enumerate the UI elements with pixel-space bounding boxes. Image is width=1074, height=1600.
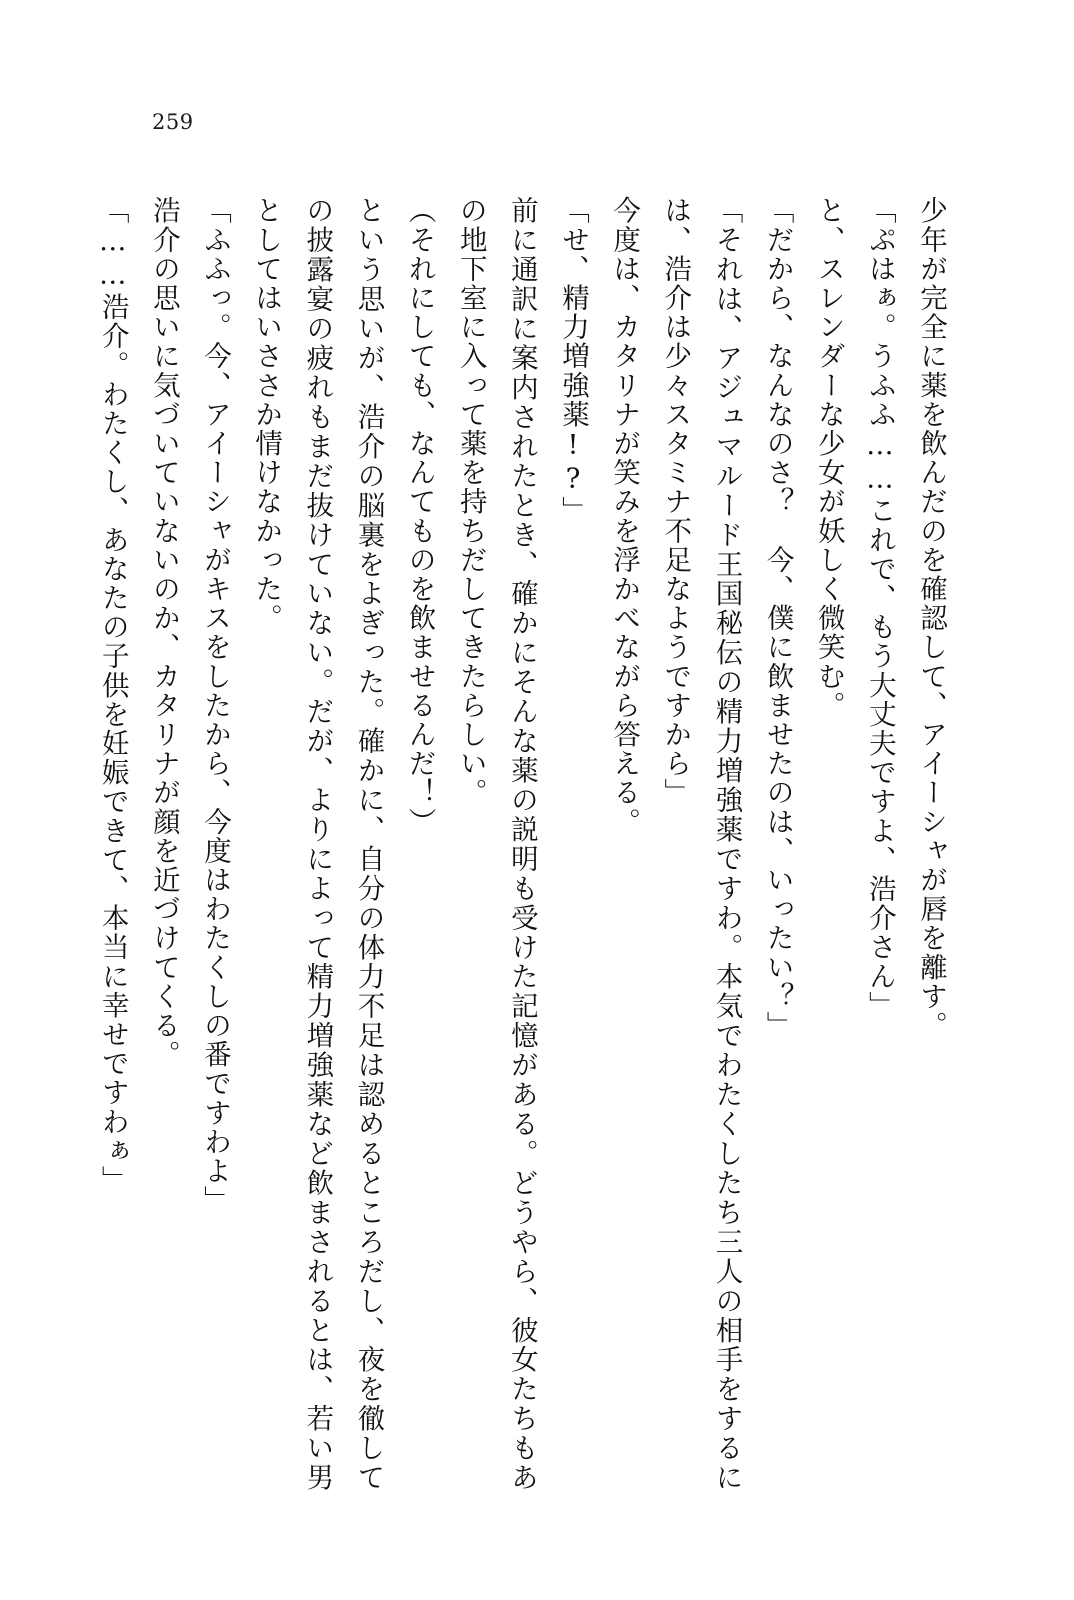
paragraph: 「せ、精力増強薬!?」 [557, 196, 590, 526]
paragraph: 「……浩介。わたくし、あなたの子供を妊娠できて、本当に幸せですわぁ」 [96, 196, 129, 1195]
paragraph: と、スレンダーな少女が妖しく微笑む。 [812, 196, 845, 720]
paragraph: 「それは、アジュマルード王国秘伝の精力増強薬ですわ。本気でわたくしたち三人の相手をするには、浩介は少々スタミナ不足なようですから」 [659, 196, 743, 1492]
paragraph: 「だから、なんなのさ？ 今、僕に飲ませたのは、いったい？」 [761, 196, 794, 1040]
paragraph: 少年が完全に薬を飲んだのを確認して、アイーシャが唇を離す。 [915, 196, 947, 1040]
paragraph: 今度は、カタリナが笑みを浮かべながら答える。 [608, 196, 641, 837]
paragraph: 「ぷはぁ。うふふ……これで、もう大丈夫ですよ、浩介さん」 [863, 196, 896, 1020]
paragraph: 前に通訳に案内されたとき、確かにそんな薬の説明も受けた記憶がある。どうやら、彼女たちもあの地下室に入って薬を持ちだしてきたらしい。 [454, 196, 538, 1492]
paragraph: （それにしても、なんてものを飲ませるんだ！） [403, 196, 436, 837]
paragraph: 「ふふっ。今、アイーシャがキスをしたから、今度はわたくしの番ですわよ」 [199, 196, 232, 1215]
page-text-body [96, 196, 956, 1492]
paragraph: という思いが、浩介の脳裏をよぎった。確かに、自分の体力不足は認めるところだし、夜を徹しての披露宴の疲れもまだ抜けていない。だが、よりによって精力増強薬など飲まされるとは、若い男としてはいささか情けなかった。 [250, 196, 385, 1492]
page-number: 259 [152, 110, 194, 134]
paragraph: 浩介の思いに気づいていないのか、カタリナが顔を近づけてくる。 [147, 196, 180, 1069]
